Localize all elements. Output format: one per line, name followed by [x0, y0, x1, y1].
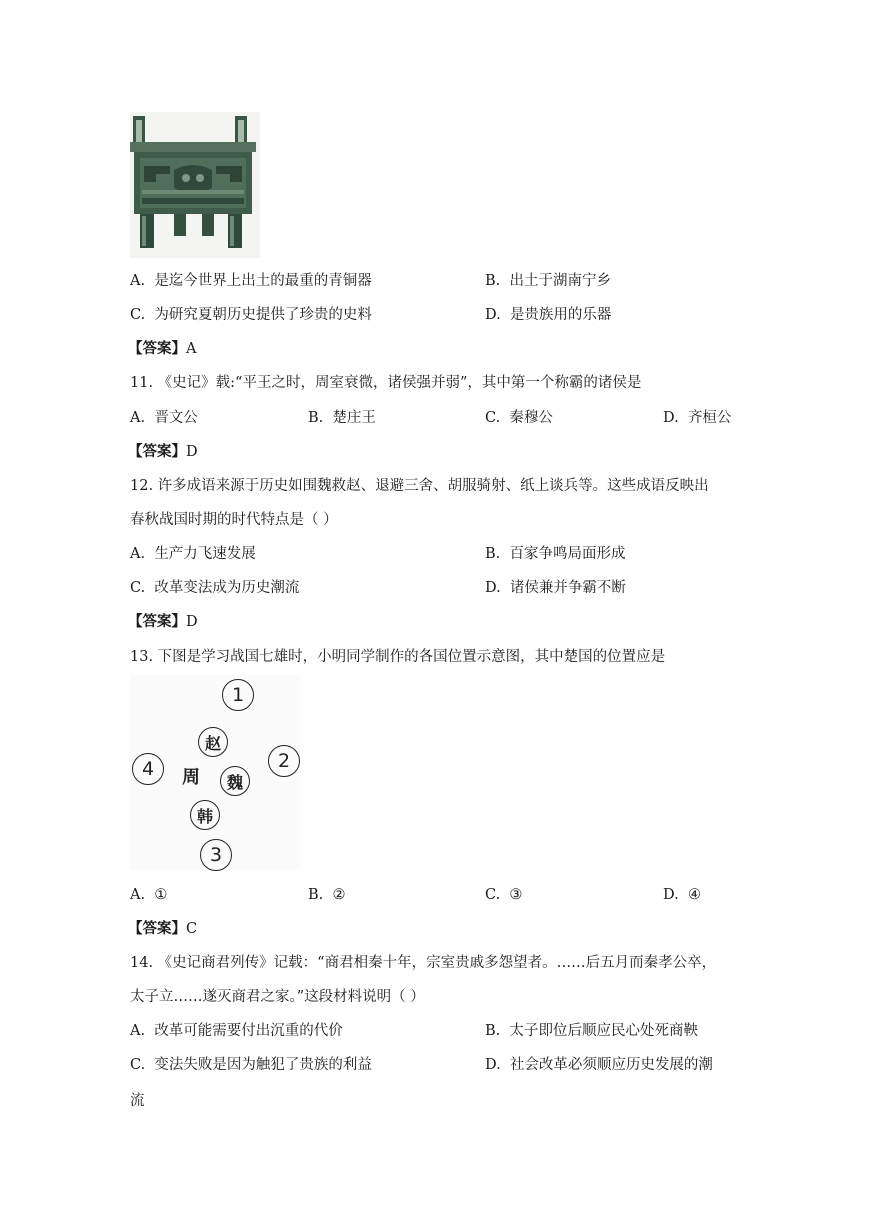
q11-option-d: D. 齐桓公 [663, 410, 732, 426]
q11-answer: 【答案】D [128, 444, 198, 460]
position-4-circle: 4 [132, 753, 164, 785]
q11-stem: 11. 《史记》载:“平王之时，周室衰微，诸侯强并弱”，其中第一个称霸的诸侯是 [130, 375, 642, 391]
q14-stem-line1: 14. 《史记商君列传》记载：“商君相秦十年，宗室贵戚多怨望者。……后五月而秦孝公卒， [130, 955, 717, 971]
bronze-ding-image [130, 112, 260, 258]
position-1-circle: 1 [222, 679, 254, 711]
position-3-circle: 3 [200, 839, 232, 871]
position-2-circle: 2 [268, 745, 300, 777]
q10-option-b: B. 出土于湖南宁乡 [485, 273, 611, 289]
q12-option-b: B. 百家争鸣局面形成 [485, 546, 626, 562]
q13-option-b: B. ② [308, 887, 346, 903]
q13-stem: 13. 下图是学习战国七雄时，小明同学制作的各国位置示意图，其中楚国的位置应是 [130, 649, 666, 665]
q14-option-a: A. 改革可能需要付出沉重的代价 [130, 1023, 343, 1039]
q10-option-a: A. 是迄今世界上出土的最重的青铜器 [130, 273, 372, 289]
q10-option-d: D. 是贵族用的乐器 [485, 307, 612, 323]
q12-answer: 【答案】D [128, 614, 198, 630]
q12-option-d: D. 诸侯兼并争霸不断 [485, 580, 626, 596]
wei-circle: 魏 [220, 766, 250, 796]
q14-stem-line2: 太子立……遂灭商君之家。”这段材料说明（ ） [130, 989, 425, 1005]
q11-option-c: C. 秦穆公 [485, 410, 553, 426]
q14-option-c: C. 变法失败是因为触犯了贵族的利益 [130, 1057, 372, 1073]
q13-option-d: D. ④ [663, 887, 701, 903]
q10-option-c: C. 为研究夏朝历史提供了珍贵的史料 [130, 307, 372, 323]
q13-answer: 【答案】C [128, 921, 198, 937]
q14-option-d-overflow: 流 [130, 1093, 145, 1109]
warring-states-position-diagram [130, 675, 300, 870]
zhou-label: 周 [182, 767, 200, 788]
q12-stem-line1: 12. 许多成语来源于历史如围魏救赵、退避三舍、胡服骑射、纸上谈兵等。这些成语反映出 [130, 478, 709, 494]
zhao-circle: 赵 [198, 727, 228, 757]
q10-answer: 【答案】A [128, 341, 197, 357]
q13-option-c: C. ③ [485, 887, 523, 903]
q14-option-d: D. 社会改革必须顺应历史发展的潮 [485, 1057, 713, 1073]
q11-option-a: A. 晋文公 [130, 410, 198, 426]
q12-option-c: C. 改革变法成为历史潮流 [130, 580, 300, 596]
han-circle: 韩 [190, 800, 220, 830]
q13-option-a: A. ① [130, 887, 168, 903]
q12-stem-line2: 春秋战国时期的时代特点是（ ） [130, 512, 338, 528]
q14-option-b: B. 太子即位后顺应民心处死商鞅 [485, 1023, 698, 1039]
q11-option-b: B. 楚庄王 [308, 410, 376, 426]
q12-option-a: A. 生产力飞速发展 [130, 546, 256, 562]
